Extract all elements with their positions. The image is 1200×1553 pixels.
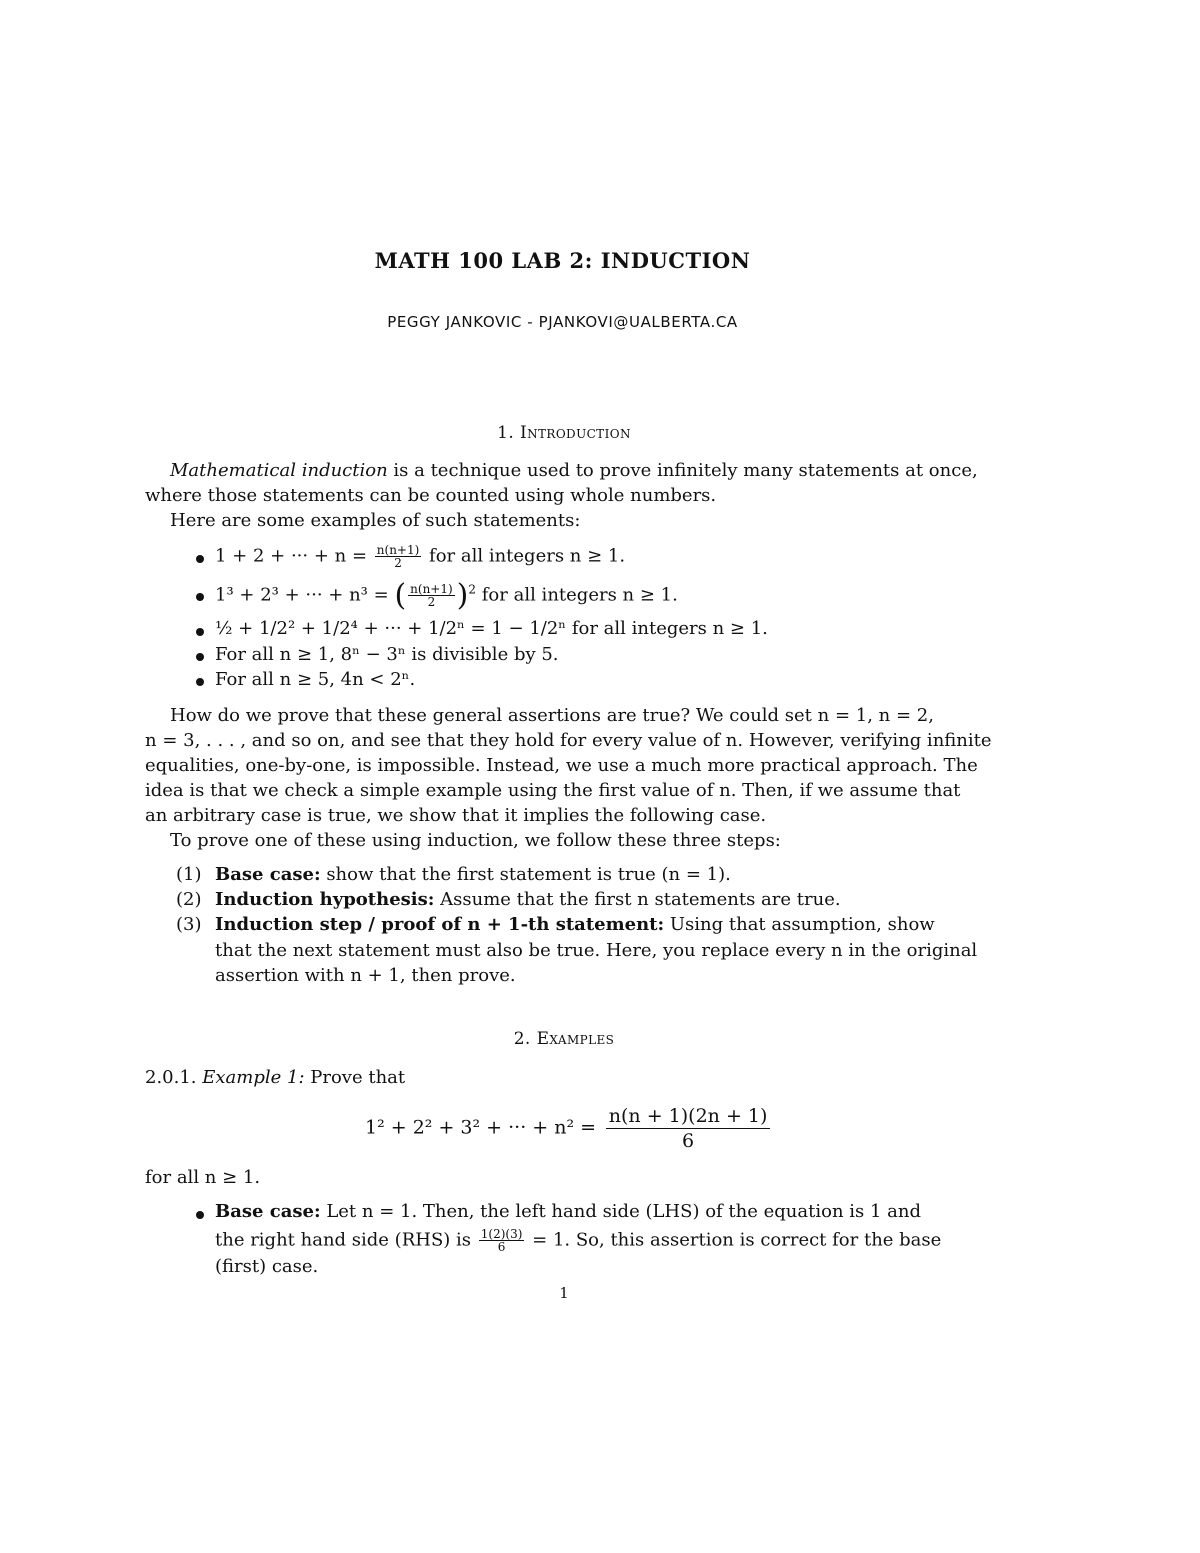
base-case-line-3: (first) case.	[215, 1256, 319, 1277]
examples-lead: Here are some examples of such statements:	[170, 510, 581, 531]
paragraph-line: n = 3, . . . , and so on, and see that they hold for every value of n. However, verifying infinite	[145, 730, 992, 751]
paragraph-line: an arbitrary case is true, we show that it implies the following case.	[145, 805, 767, 826]
section-number: 1.	[497, 423, 515, 443]
step-number: (1)	[176, 864, 202, 885]
bullet-dot	[196, 653, 204, 661]
intro-line-1	[170, 460, 978, 481]
bullet-item-5: For all n ≥ 5, 4n < 2ⁿ.	[215, 669, 416, 690]
bullet-item-4: For all n ≥ 1, 8ⁿ − 3ⁿ is divisible by 5.	[215, 644, 559, 665]
steps-lead: To prove one of these using induction, we follow these three steps:	[170, 830, 781, 851]
bullet-dot	[196, 593, 204, 601]
section-title: Introduction	[519, 423, 631, 443]
fraction: $\frac{n(n+1)}{2}$	[410, 582, 453, 609]
section-title: Examples	[536, 1029, 615, 1049]
step-number: (2)	[176, 889, 202, 910]
paragraph-line: How do we prove that these general assertions are true? We could set n = 1, n = 2,	[170, 705, 934, 726]
step-item-3-cont: that the next statement must also be true. Here, you replace every n in the original	[215, 940, 978, 961]
bullet-dot	[196, 678, 204, 686]
fraction: $\frac{n(n+1)}{2}$	[376, 543, 420, 570]
example-heading: 2.0.1. Example 1: Prove that	[145, 1067, 406, 1088]
fraction: $\frac{n(n + 1)(2n + 1)}{6}$	[606, 1104, 771, 1153]
base-case-line-2: the right hand side (RHS) is $\frac{1(2)(3)}{6}$ = 1. So, this assertion is correct for the base	[215, 1227, 942, 1254]
fraction: $\frac{1(2)(3)}{6}$	[480, 1227, 523, 1254]
author-line: PEGGY JANKOVIC - PJANKOVI@UALBERTA.CA	[387, 313, 738, 331]
bullet-dot	[196, 628, 204, 636]
bullet-item-3: ½ + 1/2² + 1/2⁴ + ··· + 1/2ⁿ = 1 − 1/2ⁿ for all integers n ≥ 1.	[215, 618, 768, 639]
paragraph-line: equalities, one-by-one, is impossible. Instead, we use a much more practical approach. The	[145, 755, 978, 776]
section-heading-examples	[0, 1029, 1128, 1049]
intro-line-2: where those statements can be counted using whole numbers.	[145, 485, 717, 506]
document-title: MATH 100 LAB 2: INDUCTION	[374, 248, 751, 273]
step-item-3: Induction step / proof of n + 1-th statement: Using that assumption, show	[215, 914, 935, 935]
section-heading-introduction	[0, 423, 1128, 443]
step-item-1: Base case: show that the first statement is true (n = 1).	[215, 864, 731, 885]
step-number: (3)	[176, 914, 202, 935]
section-number: 2.	[513, 1029, 531, 1049]
for-all-line: for all n ≥ 1.	[145, 1167, 261, 1188]
step-item-2: Induction hypothesis: Assume that the first n statements are true.	[215, 889, 841, 910]
intro-rest: is a technique used to prove infinitely many statements at once,	[387, 460, 978, 481]
display-equation: 1² + 2² + 3² + ··· + n² = $\frac{n(n + 1)(2n + 1)}{6}$	[365, 1104, 774, 1153]
bullet-item-2: 1³ + 2³ + ··· + n³ = ( $\frac{n(n+1)}{2}$ )$^2$ for all integers n ≥ 1.	[215, 578, 678, 613]
base-case-line-1: Base case: Let n = 1. Then, the left hand side (LHS) of the equation is 1 and	[215, 1201, 922, 1222]
page-number: 1	[559, 1284, 569, 1302]
paragraph-line: idea is that we check a simple example using the first value of n. Then, if we assume that	[145, 780, 961, 801]
bullet-item-1: 1 + 2 + ··· + n = $\frac{n(n+1)}{2}$ for all integers n ≥ 1.	[215, 543, 626, 570]
step-item-3-cont: assertion with n + 1, then prove.	[215, 965, 516, 986]
bullet-dot	[196, 555, 204, 563]
intro-emphasis: Mathematical induction	[170, 460, 388, 481]
bullet-dot	[196, 1211, 204, 1219]
